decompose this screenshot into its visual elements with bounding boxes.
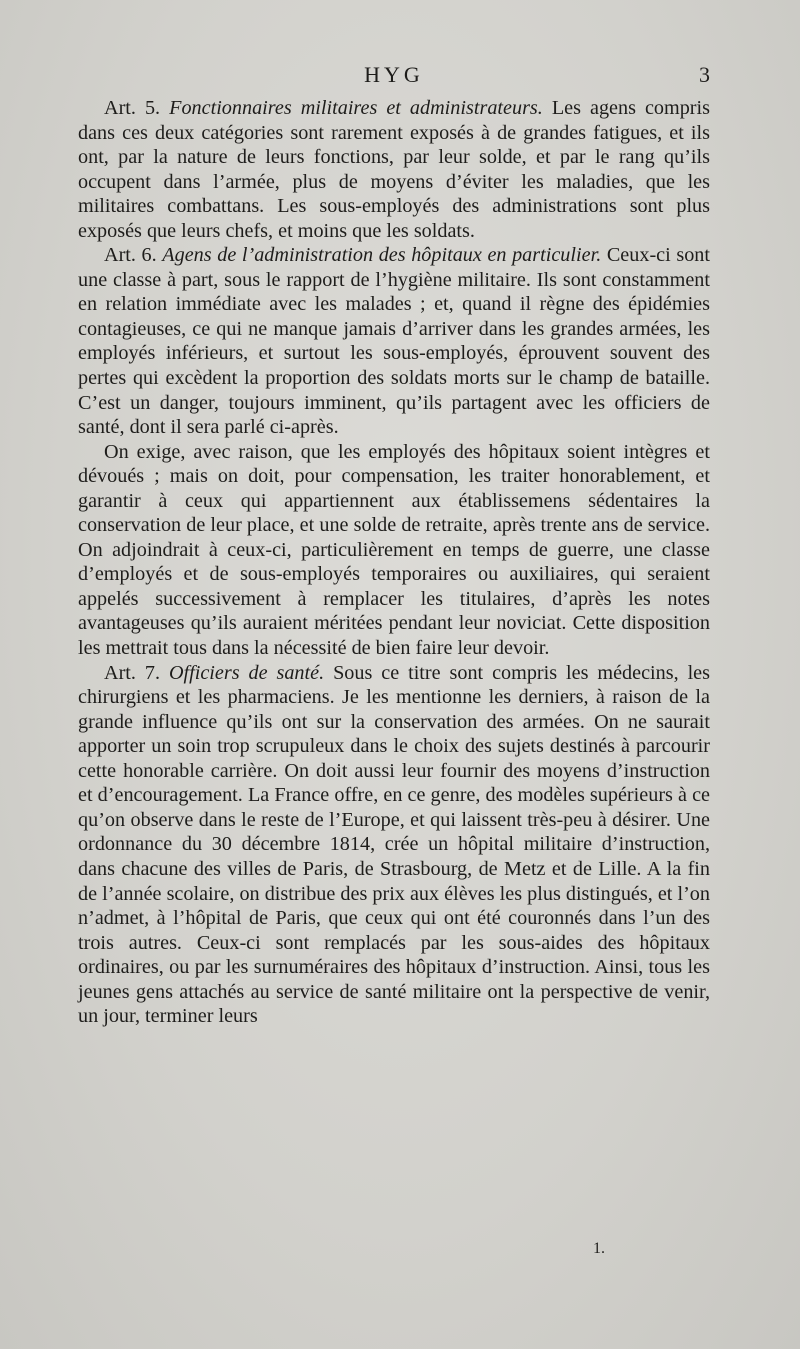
paragraph-text: Les agens compris dans ces deux catégories sont rarement exposés à de grandes fatigues, et ils ont, par la nature de leurs fonctions, par leur solde, et par le rang qu’ils occupent dans l’armée, plus de moyens d’éviter les maladies, que les militaires combattans. Les sous-employés des administrations sont plus exposés que leurs chefs, et moins que les soldats. [78, 97, 710, 242]
page-footer [78, 1236, 710, 1266]
article-number: Art. 5. [104, 97, 161, 119]
page-number: 3 [699, 62, 710, 87]
running-head: HYG [364, 62, 424, 87]
page-header [78, 62, 710, 96]
article-title: Officiers de santé. [168, 661, 325, 684]
paragraph-text: On exige, avec raison, que les employés des hôpitaux soient intègres et dévoués ; mais on doit, pour compensation, les traiter honorablement, et garantir à ceux qui appartiennent aux établissemens sédentaires la conservation de leur place, et une solde de retraite, après trente ans de service. On adjoindrait à ceux-ci, particulièrement en temps de guerre, une classe d’employés et de sous-employés temporaires ou auxiliaires, qui seraient appelés successivement à remplacer les titulaires, d’après les notes avantageuses qu’ils auraient méritées pendant leur noviciat. Cette disposition les mettrait tous dans la nécessité de bien faire leur devoir. [78, 440, 710, 660]
paragraph-text: Sous ce titre sont compris les médecins, les chirurgiens et les pharmaciens. Je les mentionne les derniers, à raison de la grande influence qu’ils ont sur la conservation des armées. On ne saurait apporter un soin trop scrupuleux dans le choix des sujets destinés à parcourir cette honorable carrière. On doit aussi leur fournir des moyens d’instruction et d’encouragement. La France offre, en ce genre, des modèles supérieurs à ce qu’on observe dans le reste de l’Europe, et qui laissent très-peu à désirer. Une ordonnance du 30 décembre 1814, crée un hôpital militaire d’instruction, dans chacune des villes de Paris, de Strasbourg, de Metz et de Lille. A la fin de l’année scolaire, on distribue des prix aux élèves les plus distingués, et l’on n’admet, à l’hôpital de Paris, que ceux qui ont été couronnés dans l’un des trois autres. Ceux-ci sont remplacés par les sous-aides des hôpitaux ordinaires, ou par les surnuméraires des hôpitaux d’instruction. Ainsi, tous les jeunes gens attachés au service de santé militaire ont la perspective de venir, un jour, terminer leurs [78, 661, 710, 1028]
article-title: Fonctionnaires militaires et administrateurs. [169, 97, 543, 119]
paragraph-art-5 [78, 96, 710, 243]
article-number: Art. 6. [104, 244, 157, 267]
paragraph-employes [78, 440, 710, 661]
paragraph-text: Ceux-ci sont une classe à part, sous le rapport de l’hygiène militaire. Ils sont constamment en relation immédiate avec les malades ; et, quand il règne des épidémies contagieuses, ce qui ne manque jamais d’arriver dans les grandes armées, les employés inférieurs, et surtout les sous-employés, éprouvent souvent des pertes qui excèdent la proportion des soldats morts sur le champ de bataille. C’est un danger, toujours imminent, qu’ils partagent avec les officiers de santé, dont il sera parlé ci-après. [78, 244, 710, 439]
signature-mark: 1. [593, 1240, 605, 1257]
paragraph-art-6 [78, 243, 710, 439]
paragraph-art-7 [78, 661, 710, 1029]
article-title: Agens de l’administration des hôpitaux en particulier. [162, 244, 602, 267]
article-number: Art. 7. [104, 661, 161, 684]
body-text [78, 96, 710, 1029]
